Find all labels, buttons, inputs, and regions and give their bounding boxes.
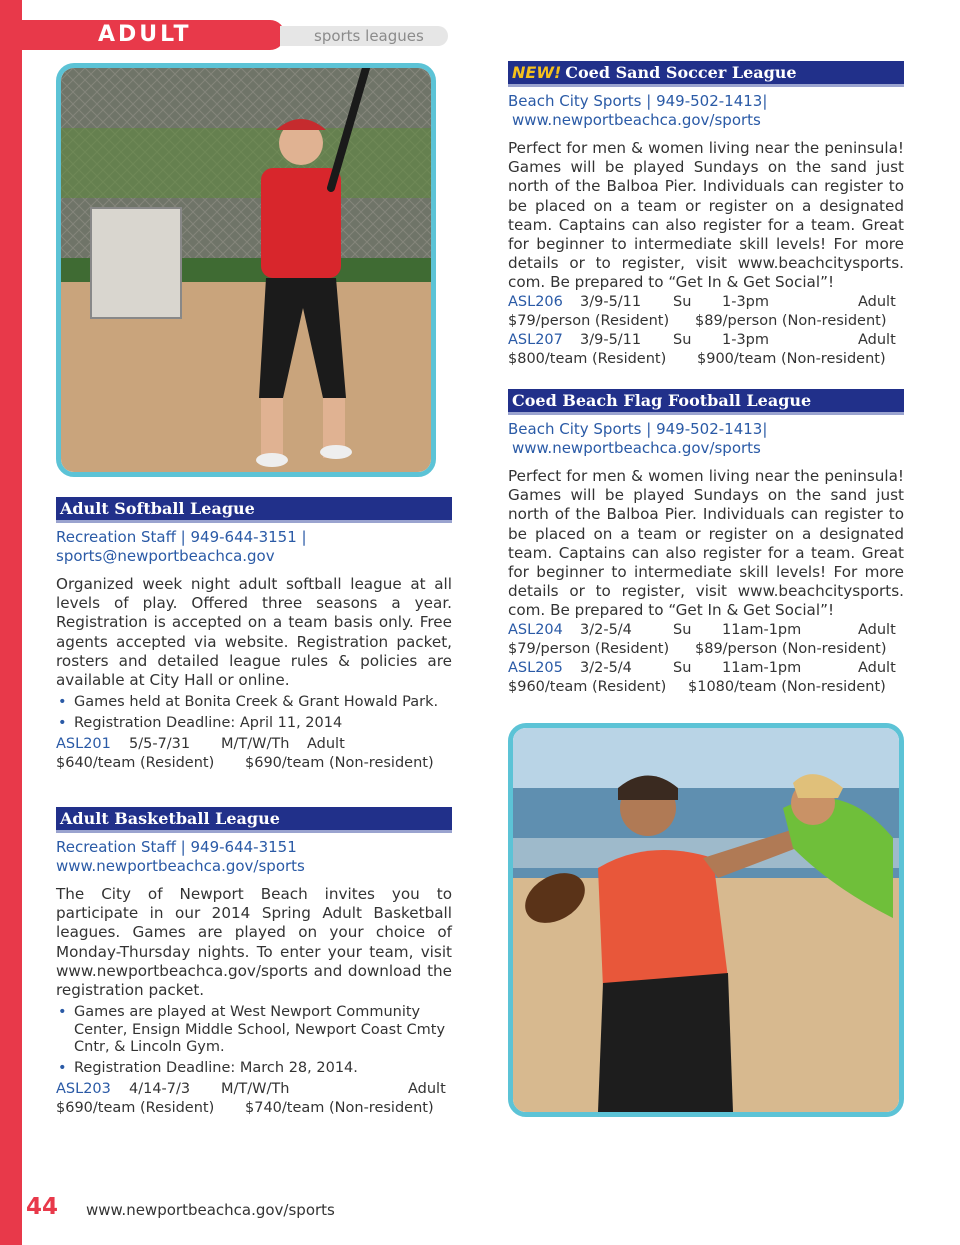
fee-nonresident: $89/person (Non-resident) bbox=[695, 640, 887, 657]
softball-contact bbox=[56, 528, 452, 566]
soccer-league-section bbox=[508, 61, 904, 369]
basketball-contact bbox=[56, 838, 452, 876]
class-code[interactable]: ASL205 bbox=[508, 659, 563, 676]
fee-resident: $960/team (Resident) bbox=[508, 678, 667, 695]
class-fee-row bbox=[508, 312, 904, 331]
soccer-contact-phone: Beach City Sports | 949-502-1413| bbox=[508, 92, 768, 110]
fee-nonresident: $89/person (Non-resident) bbox=[695, 312, 887, 329]
class-code[interactable]: ASL207 bbox=[508, 331, 563, 348]
fee-nonresident: $900/team (Non-resident) bbox=[697, 350, 886, 367]
class-time: 1-3pm bbox=[722, 293, 770, 310]
football-league-section bbox=[508, 389, 904, 697]
class-days: M/T/W/Th bbox=[221, 1081, 290, 1098]
fee-nonresident: $690/team (Non-resident) bbox=[245, 755, 434, 772]
class-row bbox=[56, 735, 452, 754]
softball-contact-phone: Recreation Staff | 949-644-3151 | bbox=[56, 528, 307, 546]
softball-bullets bbox=[56, 694, 452, 732]
fee-resident: $640/team (Resident) bbox=[56, 755, 215, 772]
class-code[interactable]: ASL203 bbox=[56, 1081, 111, 1098]
class-fee-row bbox=[508, 678, 904, 697]
softball-photo bbox=[56, 63, 436, 477]
basketball-contact-url[interactable]: www.newportbeachca.gov/sports bbox=[56, 857, 305, 875]
class-days: Su bbox=[673, 621, 692, 638]
list-item: • Registration Deadline: March 28, 2014. bbox=[56, 1060, 452, 1078]
class-dates: 5/5-7/31 bbox=[129, 736, 191, 753]
class-row bbox=[508, 621, 904, 640]
softball-contact-email[interactable]: sports@newportbeachca.gov bbox=[56, 547, 275, 565]
class-age: Adult bbox=[858, 659, 896, 676]
class-fee-row bbox=[56, 754, 452, 773]
list-item: • Games are played at West Newport Community Center, Ensign Middle School, Newport Coast Cmty Cntr, & Lincoln Gym. bbox=[56, 1004, 452, 1057]
softball-league-heading: Adult Softball League bbox=[56, 497, 452, 523]
class-dates: 3/9-5/11 bbox=[580, 293, 642, 310]
class-code[interactable]: ASL201 bbox=[56, 736, 111, 753]
soccer-description: Perfect for men & women living near the peninsula! Games will be played Sundays on the sand just north of the Balboa Pier. Individuals can register to be placed on a team or register on a designated team. Captains can also register for a team. Great for beginner to intermediate skill levels! For more details or to register, visit www.beachcitysports. com. Be prepared to “Get In & Get Social”! bbox=[508, 139, 904, 292]
fee-resident: $79/person (Resident) bbox=[508, 640, 670, 657]
section-title: ADULT bbox=[98, 22, 192, 47]
class-age: Adult bbox=[858, 293, 896, 310]
class-dates: 4/14-7/3 bbox=[129, 1081, 191, 1098]
fee-resident: $800/team (Resident) bbox=[508, 350, 667, 367]
class-days: Su bbox=[673, 293, 692, 310]
football-contact bbox=[508, 420, 904, 458]
basketball-contact-phone: Recreation Staff | 949-644-3151 bbox=[56, 838, 297, 856]
basketball-description: The City of Newport Beach invites you to participate in our 2014 Spring Adult Basketball leagues. Games are played on your choice of Monday-Thursday nights. To enter your team, visit www.newportbeachca.gov/sports and download the registration packet. bbox=[56, 885, 452, 1000]
softball-description: Organized week night adult softball league at all levels of play. Offered three seasons a year. Registration is accepted on a team basis only. Free agents accepted via website. Registration packet, rosters and detailed league rules & policies are available at City Hall or online. bbox=[56, 575, 452, 690]
class-row bbox=[508, 659, 904, 678]
class-code[interactable]: ASL206 bbox=[508, 293, 563, 310]
class-dates: 3/2-5/4 bbox=[580, 659, 632, 676]
class-time: 11am-1pm bbox=[722, 659, 802, 676]
class-fee-row bbox=[508, 350, 904, 369]
section-tab-subtitle bbox=[280, 26, 448, 46]
fee-nonresident: $740/team (Non-resident) bbox=[245, 1100, 434, 1117]
section-tab-adult bbox=[0, 20, 285, 50]
class-fee-row bbox=[56, 1099, 452, 1118]
fee-nonresident: $1080/team (Non-resident) bbox=[688, 678, 886, 695]
class-dates: 3/2-5/4 bbox=[580, 621, 632, 638]
soccer-league-heading: NEW! Coed Sand Soccer League bbox=[508, 61, 904, 87]
class-age: Adult bbox=[408, 1081, 446, 1098]
class-row bbox=[508, 293, 904, 312]
football-contact-url[interactable]: www.newportbeachca.gov/sports bbox=[512, 439, 761, 457]
fee-resident: $79/person (Resident) bbox=[508, 312, 670, 329]
basketball-league-section bbox=[56, 807, 452, 1118]
footer-url[interactable]: www.newportbeachca.gov/sports bbox=[86, 1201, 335, 1219]
new-badge: NEW! bbox=[512, 63, 562, 82]
class-age: Adult bbox=[858, 331, 896, 348]
football-contact-phone: Beach City Sports | 949-502-1413| bbox=[508, 420, 768, 438]
class-days: Su bbox=[673, 331, 692, 348]
list-item: • Registration Deadline: April 11, 2014 bbox=[56, 715, 452, 733]
class-fee-row bbox=[508, 640, 904, 659]
class-days: M/T/W/Th bbox=[221, 736, 290, 753]
class-age: Adult bbox=[307, 736, 345, 753]
page-number: 44 bbox=[26, 1194, 59, 1220]
class-dates: 3/9-5/11 bbox=[580, 331, 642, 348]
basketball-league-heading: Adult Basketball League bbox=[56, 807, 452, 833]
left-accent-strip bbox=[0, 0, 22, 1245]
soccer-contact bbox=[508, 92, 904, 130]
class-days: Su bbox=[673, 659, 692, 676]
class-age: Adult bbox=[858, 621, 896, 638]
list-item: • Games held at Bonita Creek & Grant Howald Park. bbox=[56, 694, 452, 712]
football-description: Perfect for men & women living near the peninsula! Games will be played Sundays on the sand just north of the Balboa Pier. Individuals can register to be placed on a team or register on a designated team. Captains can also register for a team. Great for beginner to intermediate skill levels! For more details or to register, visit www.beachcitysports. com. Be prepared to “Get In & Get Social”! bbox=[508, 467, 904, 620]
basketball-bullets bbox=[56, 1004, 452, 1077]
class-code[interactable]: ASL204 bbox=[508, 621, 563, 638]
section-subtitle: sports leagues bbox=[314, 27, 424, 45]
class-row bbox=[508, 331, 904, 350]
softball-league-section bbox=[56, 497, 452, 773]
fee-resident: $690/team (Resident) bbox=[56, 1100, 215, 1117]
class-time: 1-3pm bbox=[722, 331, 770, 348]
flag-football-photo bbox=[508, 723, 904, 1117]
class-row bbox=[56, 1080, 452, 1099]
class-time: 11am-1pm bbox=[722, 621, 802, 638]
soccer-contact-url[interactable]: www.newportbeachca.gov/sports bbox=[512, 111, 761, 129]
football-league-heading: Coed Beach Flag Football League bbox=[508, 389, 904, 415]
